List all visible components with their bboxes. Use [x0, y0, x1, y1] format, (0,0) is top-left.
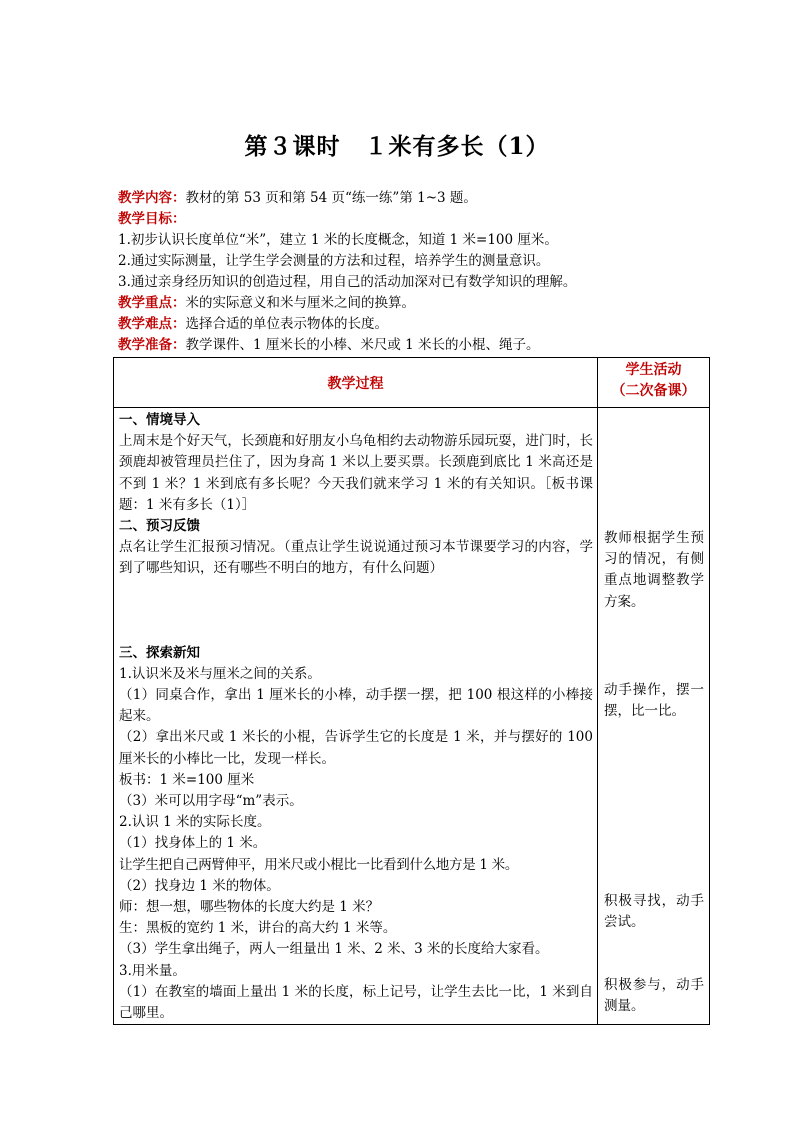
- key-points-line: [118, 293, 718, 314]
- section-line: 生：黑板的宽约 1 米，讲台的高大约 1 米等。: [119, 920, 397, 937]
- key-text: 米的实际意义和米与厘米之间的换算。: [185, 295, 415, 311]
- student-header-line2: （二次备课）: [611, 383, 696, 399]
- student-header-line1: 学生活动: [625, 362, 682, 378]
- goal-item: 2.通过实际测量，让学生学会测量的方法和过程，培养学生的测量意识。: [118, 253, 550, 269]
- section-text: 上周末是个好天气，长颈鹿和好朋友小乌龟相约去动物游乐园玩耍，进门时，长颈鹿却被管理员拦住了，因为身高 1 米以上要买票。长颈鹿到底比 1 米高还是不到 1 米？1 米到底有多长呢？今天我们就来学习 1 米的有关知识。［板书课题：1 米有多长（1）］: [119, 433, 593, 513]
- difficulty-label: 教学难点：: [118, 316, 186, 332]
- student-activity: 教师根据学生预习的情况，有侧重点地调整教学方案。: [604, 530, 704, 610]
- section-line: 师：想一想，哪些物体的长度大约是 1 米？: [119, 899, 380, 916]
- student-activity: 动手操作，摆一摆，比一比。: [604, 682, 704, 720]
- section-line: 1.认识米及米与厘米之间的关系。: [119, 665, 321, 682]
- section-line: 3.用米量。: [119, 962, 186, 979]
- process-cell: [114, 408, 598, 1025]
- teaching-goals-heading: [118, 209, 718, 230]
- goal-item: 1.初步认识长度单位“米”，建立 1 米的长度概念，知道 1 米=100 厘米。: [118, 232, 558, 248]
- process-header: 教学过程: [114, 358, 598, 408]
- section-line: （1）在教室的墙面上量出 1 米的长度，标上记号，让学生去比一比，1 米到自己哪里。: [119, 983, 593, 1022]
- student-activity: 积极参与，动手测量。: [604, 977, 704, 1015]
- section-line: （1）同桌合作，拿出 1 厘米长的小棒，动手摆一摆，把 100 根这样的小棒接起来。: [119, 687, 593, 725]
- preparation-line: [118, 335, 718, 356]
- key-label: 教学重点：: [118, 295, 186, 311]
- content-label: 教学内容：: [118, 190, 186, 206]
- section-line: 让学生把自己两臂伸平，用米尺或小棍比一比看到什么地方是 1 米。: [119, 856, 519, 873]
- section-line: （3）米可以用字母“m”表示。: [119, 793, 303, 810]
- section-line: （1）找身体上的 1 米。: [119, 835, 267, 852]
- goal-item: 3.通过亲身经历知识的创造过程，用自己的活动加深对已有数学知识的理解。: [118, 274, 577, 290]
- section-heading: 一、情境导入: [119, 412, 200, 428]
- student-activity: 积极寻找，动手尝试。: [604, 893, 704, 931]
- prep-text: 教学课件、1 厘米长的小棒、米尺或 1 米长的小棍、绳子。: [185, 337, 540, 353]
- goals-label: 教学目标：: [118, 211, 186, 227]
- content-text: 教材的第 53 页和第 54 页“练一练”第 1~3 题。: [185, 190, 477, 206]
- student-cell: [598, 408, 710, 1025]
- teaching-content-line: [118, 188, 718, 209]
- section-line: 板书：1 米=100 厘米: [119, 771, 255, 788]
- section-heading: 三、探索新知: [119, 644, 200, 661]
- section-line: （2）找身边 1 米的物体。: [119, 877, 280, 894]
- difficulty-text: 选择合适的单位表示物体的长度。: [185, 316, 388, 332]
- prep-label: 教学准备：: [118, 337, 186, 353]
- section-heading: 二、预习反馈: [119, 518, 200, 535]
- difficulty-line: [118, 314, 718, 335]
- student-header: [598, 358, 710, 408]
- section-line: （3）学生拿出绳子，两人一组量出 1 米、2 米、3 米的长度给大家看。: [119, 941, 549, 958]
- lesson-table: [113, 357, 710, 1025]
- section-text: 点名让学生汇报预习情况。（重点让学生说说通过预习本节课要学习的内容，学到了哪些知识，还有哪些不明白的地方，有什么问题）: [119, 539, 593, 577]
- section-line: 2.认识 1 米的实际长度。: [119, 814, 271, 831]
- spacer: [119, 580, 593, 643]
- page-title: 第３课时 １米有多长（1）: [244, 133, 550, 160]
- section-line: （2）拿出米尺或 1 米长的小棍，告诉学生它的长度是 1 米，并与摆好的 100 厘米长的小棒比一比，发现一样长。: [119, 729, 593, 767]
